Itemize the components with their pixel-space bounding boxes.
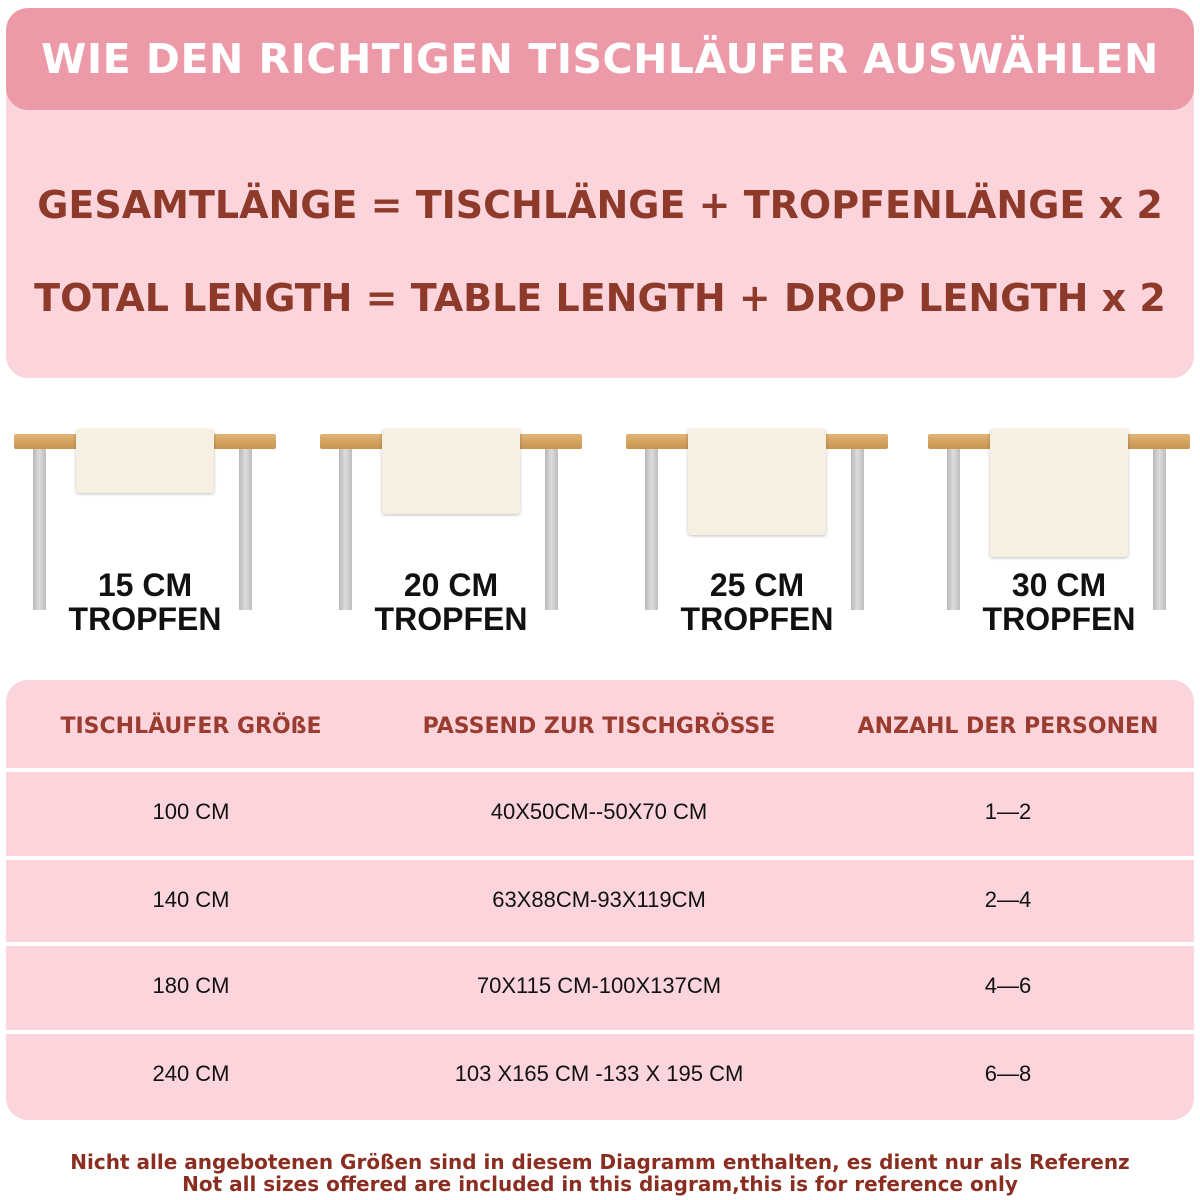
cell-runner-size: 180 CM <box>152 973 230 998</box>
header-band <box>6 8 1194 110</box>
cell-persons: 4—6 <box>984 973 1032 998</box>
header-persons: ANZAHL DER PERSONEN <box>857 713 1159 739</box>
table-row <box>6 856 1194 940</box>
formula-card <box>6 8 1194 378</box>
table-header-row <box>6 680 1194 772</box>
runner-drop <box>382 429 520 514</box>
drop-size: 30 CM <box>1011 567 1107 603</box>
runner-drop <box>990 429 1128 557</box>
drop-word: TROPFEN <box>68 601 222 637</box>
cell-table-size: 103 X165 CM -133 X 195 CM <box>454 1061 744 1086</box>
formula-german: GESAMTLÄNGE = TISCHLÄNGE + TROPFENLÄNGE x 2 <box>37 183 1163 227</box>
page-title: WIE DEN RICHTIGEN TISCHLÄUFER AUSWÄHLEN <box>41 35 1159 83</box>
table-illustration-30 <box>928 420 1190 650</box>
table-row <box>6 1030 1194 1114</box>
footnote-german: Nicht alle angebotenen Größen sind in diesem Diagramm enthalten, es dient nur als Referenz <box>70 1150 1130 1174</box>
drop-word: TROPFEN <box>374 601 528 637</box>
drop-label <box>626 568 888 636</box>
table-row <box>6 768 1194 852</box>
cell-persons: 1—2 <box>984 799 1032 824</box>
drop-label <box>14 568 276 636</box>
cell-table-size: 70X115 CM-100X137CM <box>476 973 722 998</box>
cell-table-size: 63X88CM-93X119CM <box>492 887 706 912</box>
header-runner-size: TISCHLÄUFER GRÖßE <box>60 713 322 739</box>
drop-size: 20 CM <box>403 567 499 603</box>
drop-label <box>320 568 582 636</box>
cell-table-size: 40X50CM--50X70 CM <box>490 799 708 824</box>
drop-word: TROPFEN <box>982 601 1136 637</box>
drop-word: TROPFEN <box>680 601 834 637</box>
footnote-english: Not all sizes offered are included in this diagram,this is for reference only <box>182 1172 1018 1196</box>
drop-size: 25 CM <box>709 567 805 603</box>
size-table <box>6 680 1194 1120</box>
cell-runner-size: 100 CM <box>152 799 230 824</box>
drop-illustrations <box>0 420 1200 650</box>
table-row <box>6 942 1194 1026</box>
table-illustration-20 <box>320 420 582 650</box>
drop-label <box>928 568 1190 636</box>
cell-persons: 2—4 <box>984 887 1032 912</box>
runner-drop <box>688 429 826 535</box>
table-illustration-15 <box>14 420 276 650</box>
cell-persons: 6—8 <box>984 1061 1032 1086</box>
header-table-size: PASSEND ZUR TISCHGRÖSSE <box>422 713 776 739</box>
table-illustration-25 <box>626 420 888 650</box>
cell-runner-size: 140 CM <box>152 887 230 912</box>
cell-runner-size: 240 CM <box>152 1061 230 1086</box>
formula-english: TOTAL LENGTH = TABLE LENGTH + DROP LENGTH x 2 <box>34 276 1166 320</box>
drop-size: 15 CM <box>97 567 193 603</box>
runner-drop <box>76 429 214 493</box>
